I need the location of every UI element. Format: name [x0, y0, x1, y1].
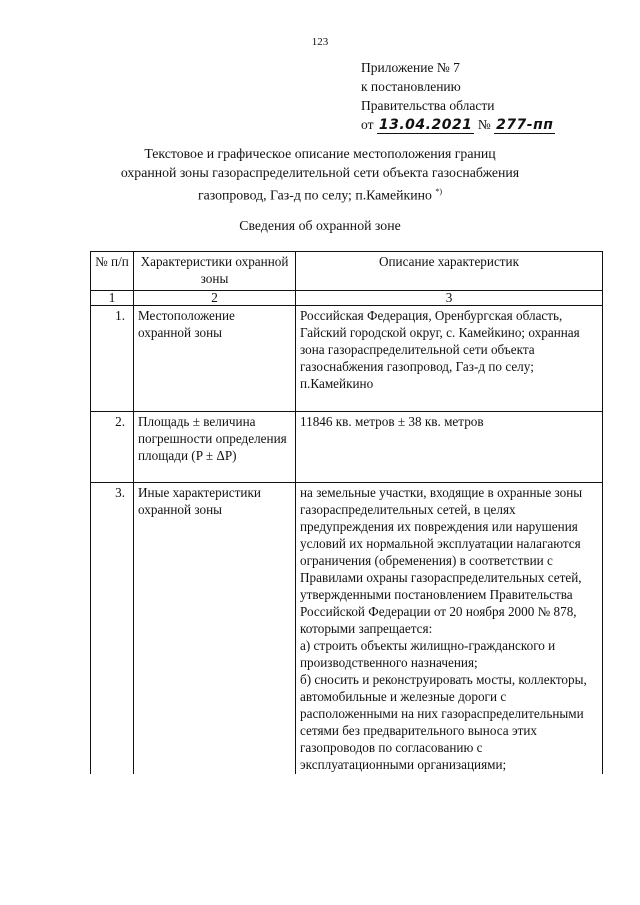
title-line-text: газопровод, Газ-д по селу; п.Камейкино — [197, 187, 432, 203]
handwritten-number: 277-пп — [496, 117, 554, 133]
document-title — [60, 144, 580, 205]
header-description: Описание характеристик — [296, 252, 603, 291]
description-item-b: б) сносить и реконструировать мосты, коллекторы, автомобильные и железные дороги с расположенными на них газораспределительными сетями без предварительного выноса этих газопроводов по согласованию с эксплуатационными организациями; — [300, 672, 587, 772]
footnote-mark: *) — [435, 187, 443, 196]
row-description: Российская Федерация, Оренбургская область, Гайский городской округ, с. Камейкино; охранная зона газораспределительной сети объекта газоснабжения газопровод, Газ-д по селу; п.Камейкино — [296, 306, 603, 412]
title-line: Текстовое и графическое описание местоположения границ — [144, 146, 496, 161]
appendix-line: к постановлению — [361, 79, 461, 94]
handwritten-date: 13.04.2021 — [378, 117, 473, 133]
table-row — [91, 483, 603, 775]
row-characteristic: Иные характеристики охранной зоны — [134, 483, 296, 775]
appendix-header — [361, 58, 555, 135]
row-characteristic: Площадь ± величина погрешности определения площади (P ± ΔP) — [134, 412, 296, 483]
number-sign: № — [477, 117, 491, 132]
row-number: 2. — [91, 412, 134, 483]
description-paragraph: на земельные участки, входящие в охранные зоны газораспределительных сетей, в целях предупреждения их повреждения или нарушения условий их нормальной эксплуатации налагаются ограничения (обременения) в соответствии с Правилами охраны газораспределительных сетей, утвержденными постановлением Правительства Российской Федерации от 20 ноября 2000 № 878, которыми запрещается: — [300, 485, 583, 636]
column-number-row — [91, 291, 603, 306]
table-row — [91, 306, 603, 412]
row-number: 1. — [91, 306, 134, 412]
appendix-line: Приложение № 7 — [361, 60, 460, 75]
column-number: 2 — [134, 291, 296, 306]
title-line: охранной зоны газораспределительной сети объекта газоснабжения — [120, 165, 520, 180]
appendix-line: Правительства области — [361, 98, 495, 113]
table-row — [91, 412, 603, 483]
row-description: 11846 кв. метров ± 38 кв. метров — [296, 412, 603, 483]
appendix-date-line — [361, 115, 555, 135]
protection-zone-table — [90, 251, 603, 774]
header-num: № п/п — [91, 252, 134, 291]
row-description — [296, 483, 603, 775]
column-number: 1 — [91, 291, 134, 306]
page-number: 123 — [311, 36, 329, 48]
description-item-a: а) строить объекты жилищно-гражданского и производственного назначения; — [300, 638, 556, 670]
from-prefix: от — [361, 117, 374, 132]
row-characteristic: Местоположение охранной зоны — [134, 306, 296, 412]
header-characteristics: Характеристики охранной зоны — [134, 252, 296, 291]
section-subtitle: Сведения об охранной зоне — [239, 218, 401, 233]
title-line — [60, 182, 580, 205]
table-header-row — [91, 252, 603, 291]
column-number: 3 — [296, 291, 603, 306]
row-number: 3. — [91, 483, 134, 775]
